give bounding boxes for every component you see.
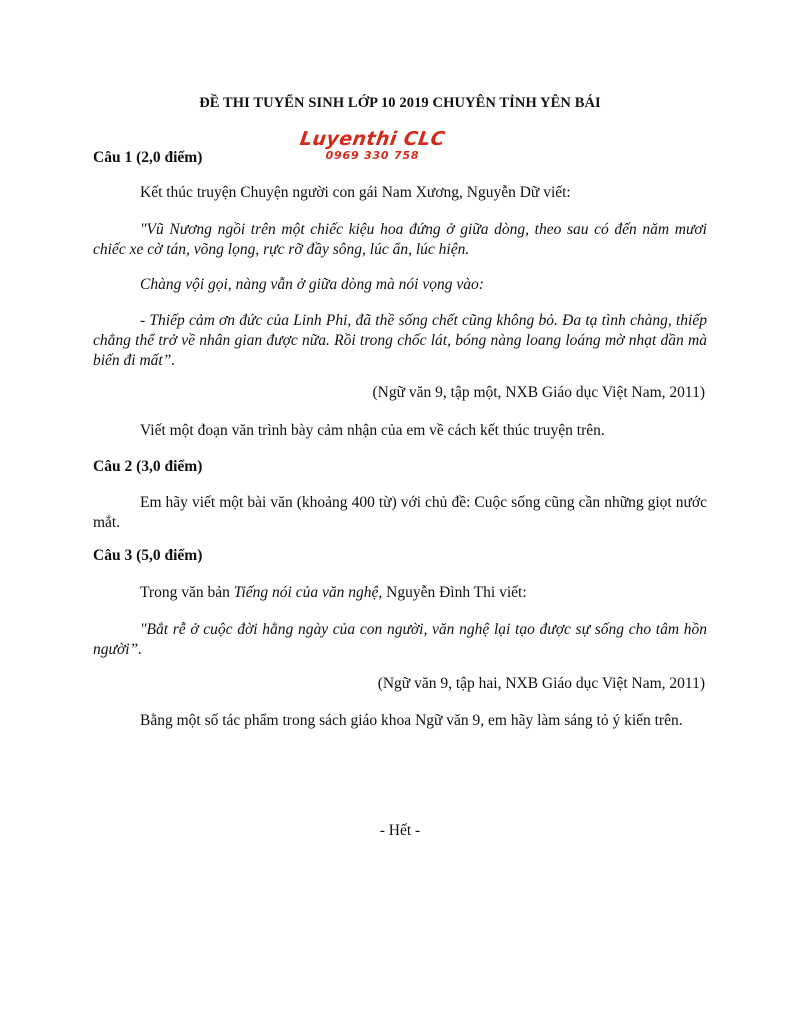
- question-2-task: Em hãy viết một bài văn (khoảng 400 từ) với chủ đề: Cuộc sống cũng cần những giọt nước mắt.: [93, 494, 707, 531]
- question-3-work-title: Tiếng nói của văn nghệ: [233, 584, 379, 601]
- question-1-intro: Kết thúc truyện Chuyện người con gái Nam Xương, Nguyễn Dữ viết:: [140, 184, 571, 201]
- question-3-intro-pre: Trong văn bản: [140, 584, 234, 601]
- question-1-task: Viết một đoạn văn trình bày cảm nhận của em về cách kết thúc truyện trên.: [140, 422, 605, 439]
- question-1-quote-2: Chàng vội gọi, nàng vẫn ở giữa dòng mà nói vọng vào:: [140, 276, 484, 293]
- question-3-source: (Ngữ văn 9, tập hai, NXB Giáo dục Việt Nam, 2011): [377, 675, 705, 692]
- question-2-heading: Câu 2 (3,0 điểm): [93, 458, 203, 475]
- watermark-logo: [300, 130, 445, 161]
- question-3-quote: "Bắt rễ ở cuộc đời hằng ngày của con người, văn nghệ lại tạo được sự sống cho tâm hồn người”.: [93, 621, 707, 658]
- logo-phone: 0969 330 758: [325, 149, 420, 162]
- question-3-intro: [93, 583, 707, 603]
- logo-brand: Luyenthi CLC: [298, 128, 447, 150]
- question-3-task: Bằng một số tác phẩm trong sách giáo khoa Ngữ văn 9, em hãy làm sáng tỏ ý kiến trên.: [140, 712, 683, 729]
- question-3-heading: Câu 3 (5,0 điểm): [93, 547, 203, 564]
- exam-title: ĐỀ THI TUYỂN SINH LỚP 10 2019 CHUYÊN TỈNH YÊN BÁI: [199, 95, 601, 111]
- end-marker: - Hết -: [379, 822, 421, 839]
- question-1-quote-1: "Vũ Nương ngồi trên một chiếc kiệu hoa đứng ở giữa dòng, theo sau có đến năm mươi chiếc xe cờ tán, võng lọng, rực rỡ đầy sông, lúc ẩn, lúc hiện.: [93, 221, 707, 258]
- question-1-quote-3: - Thiếp cảm ơn đức của Linh Phi, đã thề sống chết cũng không bỏ. Đa tạ tình chàng, thiếp chẳng thể trở về nhân gian được nữa. Rồi trong chốc lát, bóng nàng loang loáng mờ nhạt dần mà biến đi mất”.: [93, 312, 707, 369]
- question-1-source: (Ngữ văn 9, tập một, NXB Giáo dục Việt Nam, 2011): [372, 384, 705, 401]
- question-1-heading: Câu 1 (2,0 điểm): [93, 149, 203, 166]
- question-3-intro-post: , Nguyễn Đình Thi viết:: [378, 584, 527, 601]
